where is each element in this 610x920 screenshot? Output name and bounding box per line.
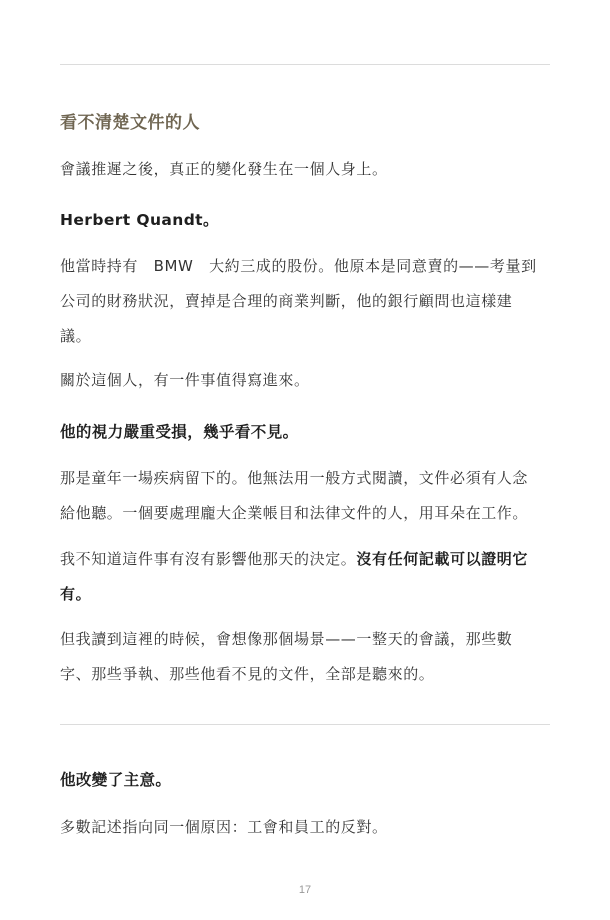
paragraph-3 bbox=[60, 249, 550, 354]
paragraph-6-line-2: 給他聽。一個要處理龐大企業帳目和法律文件的人，用耳朵在工作。 bbox=[60, 504, 529, 522]
paragraph-5-emphasis: 他的視力嚴重受損，幾乎看不見。 bbox=[60, 423, 299, 441]
paragraph-10: 多數記述指向同一個原因：工會和員工的反對。 bbox=[60, 818, 388, 836]
section-divider bbox=[60, 724, 550, 725]
top-divider bbox=[60, 64, 550, 65]
paragraph-8-line-1: 但我讀到這裡的時候，會想像那個場景——一整天的會議，那些數 bbox=[60, 630, 513, 648]
paragraph-6 bbox=[60, 461, 550, 531]
paragraph-3-line-1: 他當時持有 BMW 大約三成的股份。他原本是同意賣的——考量到 bbox=[60, 257, 537, 275]
paragraph-7 bbox=[60, 542, 550, 612]
paragraph-7-line-2: 有。 bbox=[60, 585, 92, 603]
paragraph-4: 關於這個人，有一件事值得寫進來。 bbox=[60, 371, 310, 389]
paragraph-3-line-3: 議。 bbox=[60, 327, 92, 345]
paragraph-9-emphasis: 他改變了主意。 bbox=[60, 771, 172, 789]
paragraph-6-line-1: 那是童年一場疾病留下的。他無法用一般方式閱讀，文件必須有人念 bbox=[60, 469, 529, 487]
paragraph-1: 會議推遲之後，真正的變化發生在一個人身上。 bbox=[60, 160, 388, 178]
paragraph-7-plain-text: 我不知道這件事有沒有影響他那天的決定。 bbox=[60, 550, 357, 568]
paragraph-7-line-1 bbox=[60, 542, 550, 577]
section-heading: 看不清楚文件的人 bbox=[60, 113, 200, 133]
paragraph-8 bbox=[60, 622, 550, 692]
paragraph-8-line-2: 字、那些爭執、那些他看不見的文件，全部是聽來的。 bbox=[60, 665, 435, 683]
page-number: 17 bbox=[298, 884, 312, 896]
paragraph-7-bold-text: 沒有任何記載可以證明它 bbox=[356, 550, 529, 568]
paragraph-name-herbert-quandt: Herbert Quandt。 bbox=[60, 211, 219, 229]
paragraph-3-line-2: 公司的財務狀況，賣掉是合理的商業判斷，他的銀行顧問也這樣建 bbox=[60, 292, 513, 310]
